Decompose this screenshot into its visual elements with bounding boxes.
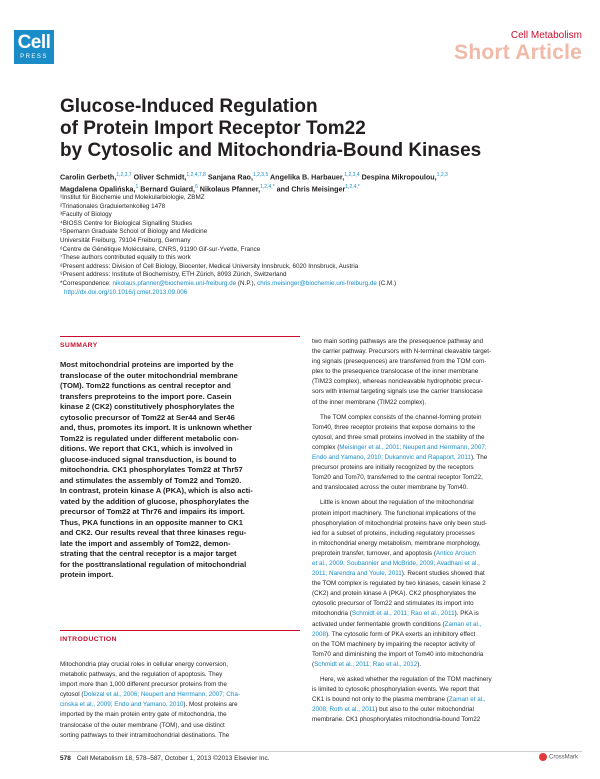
introduction-line [60,670,300,680]
summary-line: glucose-induced signal transduction, is bound to [60,454,237,464]
summary-line: translocase of the outer mitochondrial membrane [60,370,238,380]
correspondence [60,280,580,289]
author-name: Despina Mikropoulou, [361,172,437,182]
text-run: cytosol, and three small proteins involved in the stability of the [312,433,485,441]
paragraph-line [312,433,582,443]
text-run: imported by the main protein entry gate of mitochondria, the [60,711,227,719]
paragraph-line [312,509,582,519]
author-name: Angelika B. Harbauer, [269,172,345,182]
logo-word: Cell [17,32,51,53]
citation-link[interactable]: Dolezal et al., 2006; Neupert and Herrmann, 2007; Cha- [83,691,240,699]
text-run: is limited to cytosolic phosphorylation events. We report that [312,686,480,694]
author-name: Oliver Schmidt, [133,172,187,182]
logo-subtext: PRESS [20,54,48,60]
summary-line: precursor of Tom22 at Thr76 and impairs its import. [60,507,245,516]
affiliation-list [60,194,580,280]
citation-link[interactable]: Meisinger et al., 2001; Neupert and Herrmann, 2007; [339,443,487,451]
text-run: and translocated across the outer membrane by Tom40. [312,484,468,492]
text-run: ied for a subset of proteins, including regulatory processes [312,529,475,537]
text-run: Mitochondria play crucial roles in cellular energy conversion, [60,661,228,668]
paragraph-line [312,377,582,387]
summary-line: mitochondria. CK1 phosphorylates Tom22 at Thr57 [60,465,243,474]
citation-link[interactable]: Schmidt et al., 2011; Rao et al., 2012 [314,660,418,668]
paragraph-line [312,529,582,539]
summary-line: kinase 2 (CK2) constitutively phosphorylates the [60,402,235,411]
paragraph-line [312,675,582,685]
text-run: cytosolic precursor of Tom22 and stimulates its import into [312,600,474,608]
email-link-pfanner[interactable]: nikolaus.pfanner@biochemie.uni-freiburg.de [112,279,237,287]
text-run: CK1 is bound not only to the plasma membrane ( [312,696,449,704]
paragraph-line [312,423,582,433]
paragraph-line [312,443,582,453]
citation-link[interactable]: Endo and Yamano, 2010; Dukanovic and Rapaport, 2011 [312,454,471,462]
paragraph-line [312,630,582,640]
text-run: complex ( [312,443,340,451]
citation-link[interactable]: 2011; Narendra and Youle, 2011 [312,570,402,578]
paragraph-line [312,640,582,650]
summary-line: and, thus, promotes its import. It is unknown whether [60,423,253,432]
summary-line: Thus, PKA functions in an opposite manner to CK1 [60,517,243,527]
author-list [60,170,580,195]
text-run: ). [417,660,422,668]
text-run: Tom40, three receptor proteins that expose domains to the [312,423,476,431]
author-name: Carolin Gerbeth, [60,172,117,182]
title-line: by Cytosolic and Mitochondria-Bound Kinases [60,140,482,161]
summary-line: strating that the central receptor is a major target [60,549,237,558]
text-run: ing signals (presequences) are transferred from the TOM com- [312,358,487,366]
text-run: Tom70 and diminishing the import of Tom40 into mitochondria [312,650,484,658]
introduction-line [60,660,300,670]
affiliations [60,194,580,297]
summary-line: late the import and assembly of Tom22, demon- [60,538,231,548]
citation-link[interactable]: Zaman et al., [448,696,486,704]
summary-line: for the posttranslational regulation of mitochondrial [60,559,247,569]
author-affiliation-marker: 1,2,3,5 [252,172,269,178]
paragraph-line [312,398,582,408]
summary-line: protein import. [60,570,114,579]
text-run: Little is known about the regulation of the mitochondrial [320,499,474,507]
author-name: and Chris Meisinger [276,184,346,194]
summary-line: and stimulates the assembly of Tom22 and Tom20. [60,475,242,485]
citation-link[interactable]: 2008 [312,630,327,638]
paragraph-line [312,559,582,569]
summary-line: Most mitochondrial proteins are imported by the [60,360,234,369]
paragraph-line [312,483,582,493]
title-line: Glucose-Induced Regulation [60,96,318,117]
text-run: preprotein transfer, turnover, and apoptosis ( [312,549,436,557]
right-column-text [312,337,582,725]
affiliation-line: ⁶Centre de Génétique Moléculaire, CNRS, 91190 Gif-sur-Yvette, France [60,245,261,253]
affiliation-line: ⁷These authors contributed equally to this work [60,254,191,262]
citation-link[interactable]: Zaman et al., [444,620,482,628]
author-name: Bernard Guiard, [140,184,195,194]
summary-line: (TOM). Tom22 functions as central receptor and [60,381,231,390]
paragraph-line [312,473,582,483]
paragraph-line [312,650,582,660]
text-run: ). The cytosolic form of PKA exerts an inhibitory effect [326,630,476,638]
author-affiliation-marker: 1,2,3 [436,172,448,178]
introduction-heading: INTRODUCTION [60,636,117,643]
text-run: ) but also to the outer mitochondrial [375,706,474,714]
citation-link[interactable]: Schmidt et al., 2011; Rao et al., 2011 [351,610,455,618]
crossmark-badge[interactable] [539,753,578,761]
summary-line: transfers preproteins to the import pore. Casein [60,391,232,401]
article-type: Short Article [454,41,582,64]
text-run: ). Recent studies showed that [401,570,485,578]
text-run: ). Most proteins are [183,701,238,709]
paragraph-line [312,569,582,579]
paragraph-line [312,498,582,508]
author-affiliation-marker: 1,2,4,7,8 [186,172,206,178]
text-run: ). PKA is [454,610,479,618]
affiliation-line: ⁹Present address: Institute of Biochemistry, ETH Zürich, 8093 Zürich, Switzerland [60,271,287,279]
affiliation-line: ¹Institut für Biochemie und Molekularbiologie, ZBMZ [60,194,205,201]
cell-press-logo [14,30,54,64]
author-affiliation-marker: 1,2,3,4 [344,172,360,178]
paragraph-line [312,589,582,599]
author-affiliation-marker: 6 [195,184,198,191]
summary-heading: SUMMARY [60,342,98,349]
affiliation-line: ²Trinationales Graduiertenkolleg 1478 [60,202,166,210]
correspondence-label: *Correspondence: [60,279,113,287]
correspondence-end: (C.M.) [376,279,397,287]
author-affiliation-marker: 1 [135,184,139,191]
summary-line: In contrast, protein kinase A (PKA), which is also acti- [60,486,253,495]
summary-line: cytosolic precursor of Tom22 at Ser44 and Ser46 [60,412,235,422]
footer-rule [60,751,582,752]
text-run: import more than 1,000 different precursor proteins from the [60,681,227,689]
crossmark-label: CrossMark [548,754,578,761]
citation-link[interactable]: et al., 2009; Soubannier and McBride, 2009; Avadhani et al., [312,559,480,567]
text-run: protein import machinery. The functional implications of the [312,509,476,517]
citation-link[interactable]: Antico Arciuch [435,549,476,557]
introduction-line [60,731,300,741]
text-run: of the inner membrane (TIM22 complex). [312,398,427,406]
text-run: (CK2) and protein kinase A (PKA). CK2 phosphorylates the [312,590,477,598]
affiliation-line: ⁵Spemann Graduate School of Biology and Medicine [60,228,208,236]
author-name: Nikolaus Pfanner, [199,184,261,194]
author-affiliation-marker: 1,2,3,7 [116,172,132,178]
paragraph-line [312,519,582,529]
journal-name: Cell Metabolism [510,30,582,41]
affiliation-line: ³Faculty of Biology [60,211,112,219]
introduction-line [60,680,300,690]
author-line [60,170,580,182]
affiliation-line: Universität Freiburg, 79104 Freiburg, Germany [60,236,191,244]
summary-line: ditions. We report that CK1, which is involved in [60,444,233,453]
paragraph-line [312,695,582,705]
text-run: precursor proteins are initially recognized by the receptors [312,464,474,472]
paragraph-line [312,367,582,377]
text-run: in mitochondrial energy metabolism, membrane morphology, [312,539,481,547]
paragraph-line [312,715,582,725]
article-title [60,96,530,162]
introduction-line [60,721,300,731]
text-run: metabolic pathways, and the regulation of apoptosis. They [60,671,223,679]
text-run: cytosol ( [60,691,84,699]
introduction-line [60,690,300,700]
text-run: phosphorylation of mitochondrial proteins have only been stud- [312,519,488,527]
text-run: ). The [470,454,488,462]
email-link-meisinger[interactable]: chris.meisinger@biochemie.uni-freiburg.de [257,279,377,287]
paragraph-line [312,413,582,423]
paragraph-line [312,660,582,670]
summary-rule [60,336,300,337]
paragraph-line [312,337,582,347]
introduction-line [60,700,300,710]
correspondence-mid: (N.P.), [236,279,258,287]
affiliation-line: ⁴BIOSS Centre for Biological Signalling Studies [60,219,193,227]
text-run: two main sorting pathways are the presequence pathway and [312,338,484,345]
page-footer [60,755,270,762]
text-run: The TOM complex consists of the channel-forming protein [320,413,482,421]
page-number: 578 [60,755,71,762]
paragraph-line [312,549,582,559]
introduction-rule [60,630,300,631]
title-line: of Protein Import Receptor Tom22 [60,118,366,139]
summary-line: and CK2. Our results reveal that three kinases regu- [60,528,247,537]
text-run: translocase of the outer membrane (TOM), and use distinct [60,721,225,729]
text-run: membrane. CK1 phosphorylates mitochondria-bound Tom22 [312,716,481,724]
text-run: Here, we asked whether the regulation of the TOM machinery [320,676,492,683]
paragraph-line [312,609,582,619]
paragraph-line [312,685,582,695]
crossmark-icon [539,753,547,761]
text-run: the TOM complex is regulated by two kinases, casein kinase 2 [312,580,486,588]
footer-citation: Cell Metabolism 18, 578–587, October 1, 2013 ©2013 Elsevier Inc. [76,755,270,762]
introduction-line [60,710,300,720]
affiliation-line: ⁸Present address: Division of Cell Biology, Biocenter, Medical University Innsbruck, 6020 Innsbruck, Austria [60,262,359,270]
author-affiliation-marker: 1,2,4,* [260,184,275,191]
paragraph-line [312,539,582,549]
text-run: on the TOM machinery by impairing the receptor activity of [312,640,475,648]
paragraph-line [312,387,582,397]
summary-text [60,360,300,581]
text-run: sorting pathways to their intramitochondrial destinations. The [60,731,230,739]
paragraph-line [312,599,582,609]
doi-link[interactable]: http://dx.doi.org/10.1016/j.cmet.2013.09.006 [64,288,188,296]
text-run: Tom20 and Tom70, transferred to the central receptor Tom22, [312,474,483,482]
text-run: sors with internal targeting signals use the carrier translocase [312,388,483,396]
text-run: the carrier pathway. Precursors with N-terminal cleavable target- [312,348,492,356]
text-run: mitochondria ( [312,610,352,618]
author-affiliation-marker: 1,2,4,* [345,184,360,191]
paragraph-line [312,347,582,357]
paragraph-line [312,620,582,630]
author-name: Sanjana Rao, [207,172,253,182]
citation-link[interactable]: 2008; Roth et al., 2011 [312,706,376,714]
paragraph-line [312,453,582,463]
summary-line: Tom22 is regulated under different metabolic con- [60,433,239,443]
introduction-text [60,660,300,741]
paragraph-line [312,579,582,589]
text-run: (TIM23 complex), whereas noncleavable hydrophobic precur- [312,378,484,386]
text-run: activated under fermentable growth conditions ( [312,620,445,628]
paragraph-line [312,463,582,473]
text-run: plex to the presequence translocase of the inner membrane [312,368,479,376]
citation-link[interactable]: cinska et al., 2009; Endo and Yamano, 2010 [60,701,184,709]
paragraph-line [312,705,582,715]
author-line [60,182,580,194]
summary-line: vated by the addition of glucose, phosphorylates the [60,496,250,506]
text-run: ( [312,660,315,668]
paragraph-line [312,357,582,367]
author-name: Magdalena Opalińska, [60,184,136,194]
